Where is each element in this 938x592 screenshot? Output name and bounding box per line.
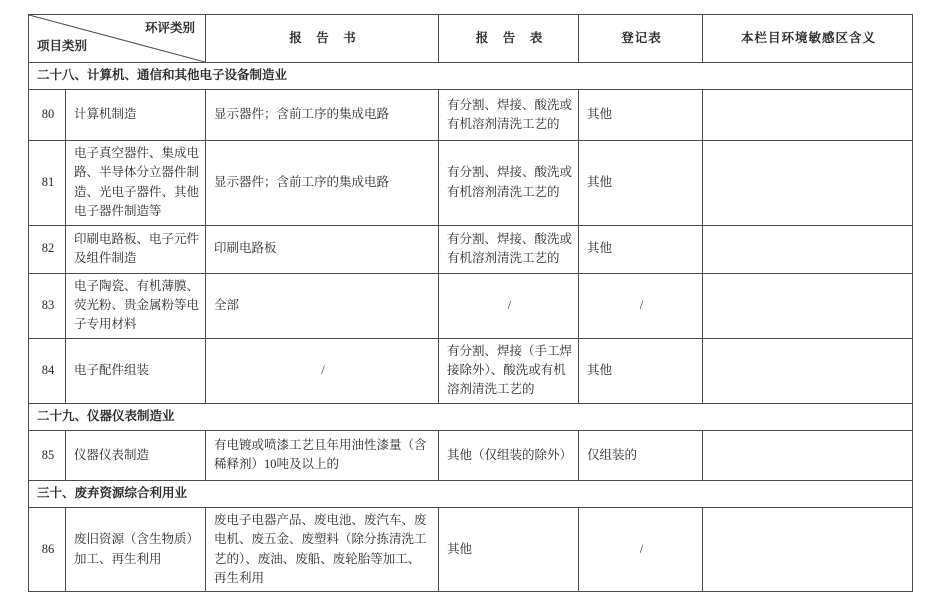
section-title: 二十八、计算机、通信和其他电子设备制造业 <box>29 63 913 90</box>
cell-report-book: 印刷电路板 <box>206 225 439 273</box>
section-header-row <box>29 403 913 430</box>
cell-sensitive-area <box>703 338 913 403</box>
cell-registration-form: 其他 <box>579 225 703 273</box>
cell-item-no: 81 <box>29 141 66 226</box>
cell-sensitive-area <box>703 141 913 226</box>
cell-report-form: 有分割、焊接、酸洗或有机溶剂清洗工艺的 <box>439 225 579 273</box>
cell-report-form: 有分割、焊接、酸洗或有机溶剂清洗工艺的 <box>439 141 579 226</box>
cell-item-no: 85 <box>29 430 66 480</box>
cell-report-book: / <box>206 338 439 403</box>
cell-project-category: 仪器仪表制造 <box>66 430 206 480</box>
header-row <box>29 15 913 63</box>
cell-sensitive-area <box>703 273 913 338</box>
cell-sensitive-area <box>703 507 913 592</box>
cell-item-no: 82 <box>29 225 66 273</box>
table-row <box>29 430 913 480</box>
cell-item-no: 84 <box>29 338 66 403</box>
cell-report-form: / <box>439 273 579 338</box>
cell-report-book: 有电镀或喷漆工艺且年用油性漆量（含稀释剂）10吨及以上的 <box>206 430 439 480</box>
cell-report-book: 显示器件；含前工序的集成电路 <box>206 141 439 226</box>
cell-sensitive-area <box>703 90 913 141</box>
section-title: 二十九、仪器仪表制造业 <box>29 403 913 430</box>
cell-registration-form: / <box>579 273 703 338</box>
table-row <box>29 225 913 273</box>
table-row <box>29 141 913 226</box>
cell-project-category: 计算机制造 <box>66 90 206 141</box>
cell-project-category: 废旧资源（含生物质）加工、再生利用 <box>66 507 206 592</box>
corner-label-project-category: 项目类别 <box>37 38 88 53</box>
cell-project-category: 电子陶瓷、有机薄膜、荧光粉、贵金属粉等电子专用材料 <box>66 273 206 338</box>
cell-report-form: 有分割、焊接（手工焊接除外）、酸洗或有机溶剂清洗工艺的 <box>439 338 579 403</box>
cell-registration-form: 其他 <box>579 338 703 403</box>
cell-registration-form: 其他 <box>579 90 703 141</box>
cell-report-book: 废电子电器产品、废电池、废汽车、废电机、废五金、废塑料（除分拣清洗工艺的）、废油、废船、废轮胎等加工、再生利用 <box>206 507 439 592</box>
section-title: 三十、废弃资源综合利用业 <box>29 480 913 507</box>
table-row <box>29 273 913 338</box>
header-sensitive-area: 本栏目环境敏感区含义 <box>703 15 913 63</box>
cell-report-form: 其他 <box>439 507 579 592</box>
table-row <box>29 507 913 592</box>
cell-project-category: 电子配件组装 <box>66 338 206 403</box>
cell-report-form: 有分割、焊接、酸洗或有机溶剂清洗工艺的 <box>439 90 579 141</box>
classification-table <box>28 14 913 592</box>
cell-item-no: 86 <box>29 507 66 592</box>
cell-registration-form: / <box>579 507 703 592</box>
cell-report-form: 其他（仅组装的除外） <box>439 430 579 480</box>
cell-project-category: 印刷电路板、电子元件及组件制造 <box>66 225 206 273</box>
cell-report-book: 显示器件；含前工序的集成电路 <box>206 90 439 141</box>
header-report-form: 报 告 表 <box>439 15 579 63</box>
cell-project-category: 电子真空器件、集成电路、半导体分立器件制造、光电子器件、其他电子器件制造等 <box>66 141 206 226</box>
cell-registration-form: 仅组装的 <box>579 430 703 480</box>
section-header-row <box>29 63 913 90</box>
cell-item-no: 80 <box>29 90 66 141</box>
table-row <box>29 338 913 403</box>
cell-sensitive-area <box>703 430 913 480</box>
corner-label-eia-category: 环评类别 <box>144 21 195 35</box>
cell-sensitive-area <box>703 225 913 273</box>
table-row <box>29 90 913 141</box>
header-registration-form: 登记表 <box>579 15 703 63</box>
diagonal-corner-cell <box>29 15 206 63</box>
section-header-row <box>29 480 913 507</box>
header-report-book: 报 告 书 <box>206 15 439 63</box>
cell-item-no: 83 <box>29 273 66 338</box>
cell-registration-form: 其他 <box>579 141 703 226</box>
cell-report-book: 全部 <box>206 273 439 338</box>
